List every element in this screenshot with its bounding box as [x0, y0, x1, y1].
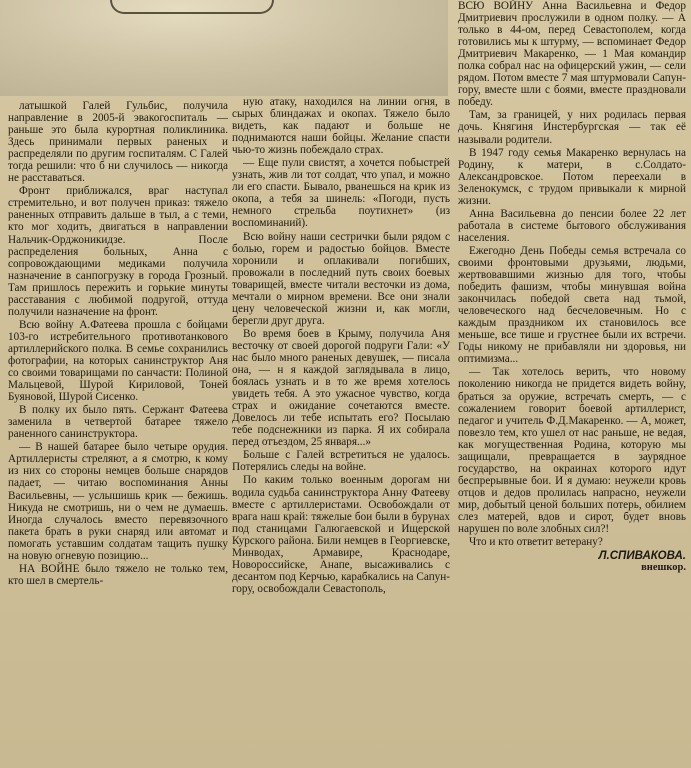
- paragraph: По каким только военным дорогам ни водила судьба санинструктора Анну Фатееву вместе с артиллеристами. Освобождали от врага наш край: тяжелые бои были в бурунах под станицами Галюгаевской и Ищерской Курского района. Били немцев в Георгиевске, Минводах, Армавире, Краснодаре, Новороссийске, Анапе, высаживались с десантом под Керчью, карабкались на Сапун-гору, освобождали Севастополь,: [232, 474, 450, 595]
- paragraph: Всю войну А.Фатеева прошла с бойцами 103-го истребительного противотанкового артиллерийского полка. В семье сохранились фотографии, на которых санинструктор Аня со своими товарищами по санчасти: Полиной Мальцевой, Шурой Кириловой, Тоней Буяновой, Шурой Сисенко.: [8, 318, 228, 404]
- article-column-3: [458, 0, 686, 768]
- paragraph: Всю войну наши сестрички были рядом с болью, горем и радостью бойцов. Вместе хоронили и оплакивали погибших, провожали в последний путь своих боевых товарищей, вместе читали весточки из дома, мечтали о мирном времени. Все они знали цену человеческой жизни и, как могли, берегли друг друга.: [232, 230, 450, 327]
- paragraph: Больше с Галей встретиться не удалось. Потерялись следы на войне.: [232, 449, 450, 474]
- paragraph: В 1947 году семья Макаренко вернулась на Родину, к матери, в с.Солдато-Александровское. Потом переехали в Зеленокумск, с трудом привыкали к мирной жизни.: [458, 146, 686, 207]
- author-note: внешкор.: [641, 562, 686, 574]
- paragraph: Что и кто ответит ветерану?: [469, 536, 603, 549]
- paragraph: НА ВОЙНЕ было тяжело не только тем, кто шел в смертель-: [8, 562, 228, 587]
- paragraph: ную атаку, находился на линии огня, в сырых блиндажах и окопах. Тяжело было видеть, как падают и больше не поднимаются наши бойцы. Желание спасти чью-то жизнь побеждало страх.: [232, 96, 450, 157]
- article-column-1: [8, 100, 228, 768]
- paragraph: — Так хотелось верить, что новому поколению никогда не придется видеть войну, браться за оружие, встречать смерть, — с сожалением говорит боевой артиллерист, педагог и учитель Ф.Д.Макаренко. — А, может, повезло тем, кто ушел от нас раньше, не ведая, как могущественная Родина, которую мы защищали, превращается в заурядное государство, на окраинах которого идут беспрерывные бои. И я думаю: неужели кровь отцов и дедов пролилась напрасно, неужели мир, добытый ценой больших потерь, обилием слез матерей, вдов и сирот, будет вновь нарушен по воле злобных сил?!: [458, 366, 686, 536]
- paragraph: — В нашей батарее было четыре орудия. Артиллеристы стреляют, а я смотрю, к кому из них со стороны немцев больше снарядов падает, — читаю воспоминания Анны Васильевны, — услышишь крик — бежишь. Никуда не смотришь, ни о чем не думаешь. Иногда случалось вместо перевязочного пакета брать в руки снаряд или автомат и помогать уставшим солдатам тащить пушку на новую огневую позицию...: [8, 441, 228, 562]
- paragraph: латышкой Галей Гульбис, получила направление в 2005-й эвакогоспиталь — раньше это была курортная поликлиника. Здесь принимали первых раненых и распределяли по другим госпиталям. С Галей тогда решили: что б ни случилось — никогда не расставаться.: [8, 100, 228, 185]
- article-photo: [0, 0, 448, 96]
- author-signature: Л.СПИВАКОВА.: [598, 550, 686, 563]
- article-column-2: [232, 96, 450, 768]
- paragraph: Там, за границей, у них родилась первая дочь. Княгиня Инстербургская — так её называли родители.: [458, 109, 686, 146]
- paragraph: В полку их было пять. Сержант Фатеева заменила в четвертой батарее тяжело раненного санинструктора.: [8, 404, 228, 441]
- paragraph: Во время боев в Крыму, получила Аня весточку от своей дорогой подруги Гали: «У нас было много раненых девушек, — писала она, — н я каждой заглядывала в лицо, боялась узнать и в то же время хотелось увидеть тебя. А это ужасное чувство, когда страх и ожидание сочетаются вместе. Довелось ли тебе испытать его? Посылаю тебе подснежники из парка. Я их собирала перед отъездом, 25 января...»: [232, 327, 450, 449]
- paragraph: Анна Васильевна до пенсии более 22 лет работала в системе бытового обслуживания населения.: [458, 207, 686, 244]
- paragraph: Фронт приближался, враг наступал стремительно, и вот получен приказ: тяжело раненных отправить дальше в тыл, а с теми, кто мог ходить, двигаться в направлении Нальчик-Орджоникидзе. После распределения больных, Анна с сопровождающими медиками получила назначение в санпогрузку в города Грозный. Там пришлось пережить и горькие минуты расставания с любимой подругой, оттуда получили назначение на фронт.: [8, 185, 228, 318]
- paragraph: Ежегодно День Победы семья встречала со своими фронтовыми друзьями, людьми, жертвовавшими жизнью для того, чтобы победить фашизм, чтобы минувшая война закончилась победой света над тьмой, человеческого над бесчеловечным. Но с каждым праздником их становилось все меньше, все тише и грустнее были их встречи. Годы никому не прибавляли ни здоровья, ни оптимизма...: [458, 244, 686, 366]
- paragraph: — Еще пули свистят, а хочется побыстрей узнать, жив ли тот солдат, что упал, и можно ли его спасти. Бывало, рванешься на крик из окопа, а тебя за шинель: «Погоди, пусть немного стрельба поутихнет» (из воспоминаний).: [232, 157, 450, 230]
- photo-portrait-outline: [110, 0, 274, 14]
- paragraph: ВСЮ ВОЙНУ Анна Васильевна и Федор Дмитриевич прослужили в одном полку. — А только в 44-ом, перед Севастополем, когда готовились мы к штурму, — вспоминает Федор Дмитриевич Макаренко, — 1 Мая командир полка собрал нас на офицерский ужин, — сели рядом. Потом вместе 7 мая штурмовали Сапун-гору, вместе шли с боями, вместе праздновали победу.: [458, 0, 686, 109]
